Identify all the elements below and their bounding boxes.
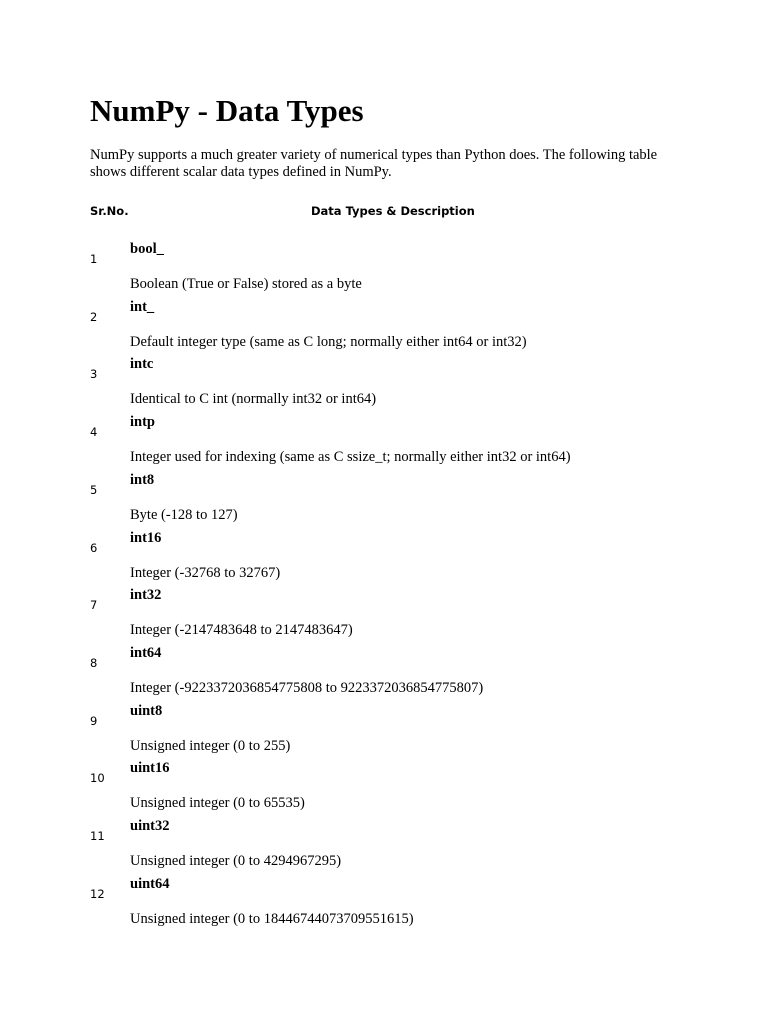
row-number: 1	[90, 252, 98, 266]
data-type-name: int_	[130, 299, 155, 315]
row-number: 2	[90, 310, 98, 324]
data-type-description: Integer (-2147483648 to 2147483647)	[130, 622, 353, 638]
row-number: 12	[90, 887, 105, 901]
row-number: 8	[90, 656, 98, 670]
intro-paragraph: NumPy supports a much greater variety of numerical types than Python does. The following table shows different scalar data types defined in NumPy.	[90, 147, 658, 180]
data-type-name: intp	[130, 414, 155, 430]
row-number: 7	[90, 598, 98, 612]
data-type-name: bool_	[130, 241, 164, 257]
data-type-name: uint64	[130, 876, 170, 892]
data-type-description: Unsigned integer (0 to 255)	[130, 738, 291, 754]
row-number: 9	[90, 714, 98, 728]
column-header-srno: Sr.No.	[90, 204, 129, 218]
data-type-description: Unsigned integer (0 to 65535)	[130, 795, 305, 811]
row-number: 4	[90, 425, 98, 439]
row-number: 10	[90, 771, 105, 785]
data-type-description: Default integer type (same as C long; normally either int64 or int32)	[130, 334, 527, 350]
data-type-description: Byte (-128 to 127)	[130, 507, 238, 523]
row-number: 6	[90, 541, 98, 555]
data-type-description: Unsigned integer (0 to 18446744073709551615)	[130, 911, 414, 927]
data-type-name: uint8	[130, 703, 163, 719]
data-type-description: Boolean (True or False) stored as a byte	[130, 276, 362, 292]
row-number: 5	[90, 483, 98, 497]
data-type-name: int8	[130, 472, 155, 488]
data-type-description: Integer used for indexing (same as C ssize_t; normally either int32 or int64)	[130, 449, 571, 465]
data-type-name: uint16	[130, 760, 170, 776]
data-type-name: int16	[130, 530, 162, 546]
data-type-description: Integer (-32768 to 32767)	[130, 565, 281, 581]
column-header-description: Data Types & Description	[311, 204, 475, 218]
data-type-name: int64	[130, 645, 162, 661]
data-type-description: Integer (-9223372036854775808 to 9223372036854775807)	[130, 680, 484, 696]
page-title: NumPy - Data Types	[90, 93, 364, 128]
data-type-name: uint32	[130, 818, 170, 834]
row-number: 11	[90, 829, 105, 843]
data-type-name: int32	[130, 587, 162, 603]
data-type-description: Unsigned integer (0 to 4294967295)	[130, 853, 342, 869]
data-type-description: Identical to C int (normally int32 or int64)	[130, 391, 377, 407]
data-type-name: intc	[130, 356, 154, 372]
row-number: 3	[90, 367, 98, 381]
